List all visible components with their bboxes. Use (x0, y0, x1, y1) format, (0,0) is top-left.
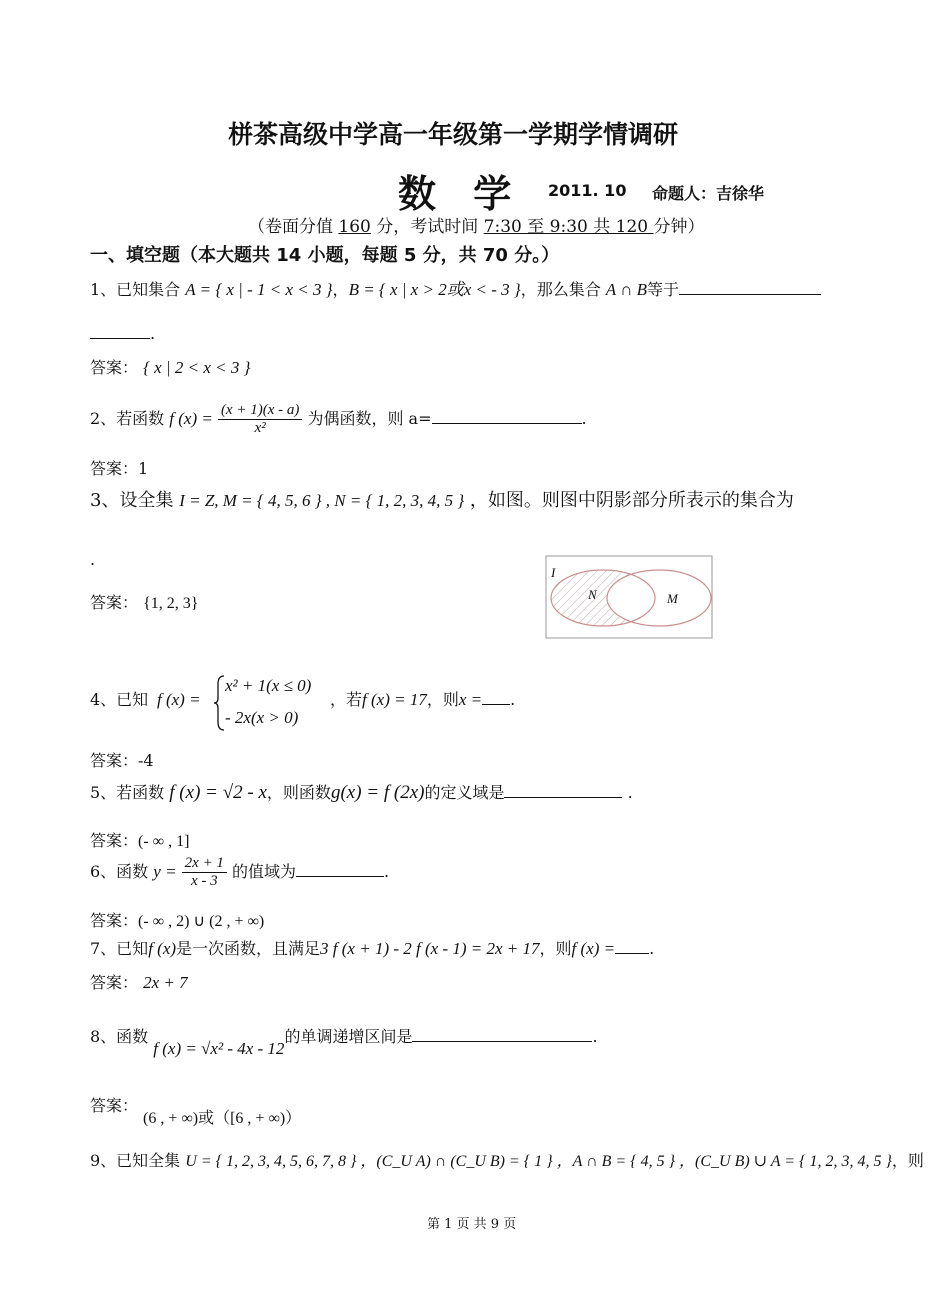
q8-answer-label: 答案： (90, 1096, 139, 1115)
q5-blank[interactable] (504, 783, 622, 798)
q9-expr: U = { 1, 2, 3, 4, 5, 6, 7, 8 } ，(C_U A) ∩ (C_U B) = { 1 } ，A ∩ B = { 4, 5 } ，(C_U B) ∪ A = { 1, 2, 3, 4, 5 } (185, 1153, 892, 1170)
question-6 (90, 855, 389, 890)
q1-sep: ， (332, 280, 349, 299)
venn-shaded-region (545, 555, 713, 639)
q6-lhs: y = (153, 862, 177, 881)
q1-blank-2[interactable] (90, 324, 150, 339)
q4-mid1: ，若 (330, 690, 363, 709)
q3-answer (90, 590, 198, 613)
question-7 (90, 936, 654, 959)
q8-tail: . (592, 1027, 598, 1046)
q4-rest (330, 687, 515, 710)
q5-answer-value: (- ∞ , 1] (138, 833, 190, 850)
q1-answer-value: { x | 2 < x < 3 } (143, 358, 251, 377)
q7-mid2: ，则 (539, 939, 572, 958)
q2-answer (90, 456, 148, 479)
note-mid: 分，考试时间 (370, 217, 484, 237)
venn-label-i: I (551, 565, 556, 580)
q5-answer (90, 828, 189, 851)
q1-suffix: 等于 (647, 280, 680, 299)
q4-brace-icon (212, 674, 226, 732)
q3-prefix: 3、设全集 (90, 490, 174, 511)
note-end: 分钟） (653, 217, 705, 237)
q7-f2: f (x) = (571, 939, 616, 958)
q4-condition: f (x) = 17 (362, 690, 427, 709)
note-prefix: （卷面分值 (248, 217, 339, 237)
q7-f: f (x) (148, 939, 177, 958)
q2-fraction (218, 402, 302, 437)
q5-answer-label: 答案： (90, 831, 139, 850)
subject-title: 数 学 (398, 172, 524, 216)
question-3 (90, 486, 794, 512)
q1-blank[interactable] (679, 280, 821, 295)
q8-function: f (x) = √x² - 4x - 12 (153, 1039, 285, 1058)
q5-function-g: g(x) = f (2x) (330, 782, 425, 803)
q3-suffix: ，如图。则图中阴影部分所表示的集合为 (469, 490, 794, 511)
q2-suffix: 为偶函数，则 a= (307, 409, 432, 428)
q4-tail: . (510, 690, 516, 709)
exam-title: 栟茶高级中学高一年级第一学期学情调研 (228, 120, 679, 149)
q3-answer-value: {1, 2, 3} (143, 595, 199, 612)
q6-numerator: 2x + 1 (182, 855, 227, 873)
exam-date: 2011. 10 (548, 181, 627, 200)
note-time: 7:30 至 9:30 共 120 (483, 217, 654, 237)
q4-case-2: - 2x(x > 0) (225, 708, 299, 727)
exam-note (248, 212, 705, 237)
venn-label-n: N (588, 587, 597, 602)
q1-set-b: B = { x | x > 2或x < - 3 } (348, 280, 521, 299)
q6-denominator: x - 3 (190, 873, 218, 889)
q2-blank[interactable] (432, 409, 582, 424)
q8-blank[interactable] (412, 1027, 592, 1042)
question-4-prefix: 4、已知 (90, 690, 149, 709)
q4-answer-value: -4 (138, 751, 154, 770)
q1-answer (90, 355, 250, 378)
q5-prefix: 5、若函数 (90, 783, 165, 802)
q4-answer-label: 答案： (90, 751, 139, 770)
q5-suffix: 的定义域是 (424, 783, 505, 802)
question-5 (90, 780, 633, 804)
q7-blank[interactable] (615, 939, 649, 954)
q4-answer (90, 748, 154, 771)
q6-suffix: 的值域为 (232, 862, 297, 881)
q4-lhs: f (x) = (157, 690, 201, 709)
q7-prefix: 7、已知 (90, 939, 149, 958)
q4-var: x = (458, 690, 483, 709)
q5-function-f: f (x) = √2 - x (169, 782, 267, 803)
note-score: 160 (338, 217, 371, 237)
q2-answer-label: 答案： (90, 459, 139, 478)
q7-mid: 是一次函数，且满足 (176, 939, 321, 958)
q3-tail: . (90, 550, 96, 569)
q2-prefix: 2、若函数 (90, 409, 165, 428)
q4-mid2: ，则 (426, 690, 459, 709)
q7-answer-value: 2x + 7 (143, 973, 188, 992)
q2-numerator: (x + 1)(x - a) (218, 402, 302, 420)
q1-answer-label: 答案： (90, 358, 139, 377)
q3-answer-label: 答案： (90, 593, 139, 612)
q2-denominator: x² (254, 420, 266, 436)
q1-mid: ，那么集合 (520, 280, 601, 299)
exam-author: 命题人：吉徐华 (652, 184, 765, 203)
q7-equation: 3 f (x + 1) - 2 f (x - 1) = 2x + 17 (320, 939, 540, 958)
q1-set-a: A = { x | - 1 < x < 3 } (185, 280, 333, 299)
q9-prefix: 9、已知全集 (90, 1151, 181, 1170)
q2-tail: . (581, 409, 587, 428)
q6-prefix: 6、函数 (90, 862, 149, 881)
q6-answer-label: 答案： (90, 911, 139, 930)
q7-tail: . (649, 939, 655, 958)
venn-label-m: M (667, 591, 678, 606)
q6-fraction (182, 855, 227, 890)
q7-answer-label: 答案： (90, 973, 139, 992)
q7-answer (90, 970, 188, 993)
question-1 (90, 275, 821, 300)
q6-answer (90, 908, 264, 931)
question-8 (90, 1024, 598, 1058)
q6-tail: . (384, 862, 390, 881)
q1-blank-cont (90, 324, 155, 343)
q3-expr: I = Z, M = { 4, 5, 6 } , N = { 1, 2, 3, 4, 5 } (179, 491, 465, 510)
section-title: 一、填空题（本大题共 14 小题，每题 5 分，共 70 分。） (90, 245, 560, 266)
q4-case-1: x² + 1(x ≤ 0) (225, 676, 312, 695)
q2-lhs: f (x) = (169, 409, 213, 428)
q5-tail: . (627, 783, 633, 802)
q9-suffix: ，则 (891, 1151, 924, 1170)
q6-blank[interactable] (296, 862, 384, 877)
q6-answer-value: (- ∞ , 2) ∪ (2 , + ∞) (138, 913, 265, 930)
question-2 (90, 402, 587, 437)
q1-prefix: 1、已知集合 (90, 280, 181, 299)
question-9 (90, 1148, 924, 1171)
q1-tail: . (150, 324, 156, 343)
q8-answer-value: (6 , + ∞)或（[6 , + ∞)） (143, 1110, 302, 1127)
q8-prefix: 8、函数 (90, 1027, 149, 1046)
q8-suffix: 的单调递增区间是 (284, 1027, 413, 1046)
q2-answer-value: 1 (138, 459, 149, 478)
venn-diagram (545, 555, 713, 639)
page-footer: 第 1 页 共 9 页 (427, 1217, 517, 1232)
q1-expr: A ∩ B (605, 280, 648, 299)
q5-mid: ，则函数 (266, 783, 331, 802)
q4-blank[interactable] (482, 690, 510, 705)
